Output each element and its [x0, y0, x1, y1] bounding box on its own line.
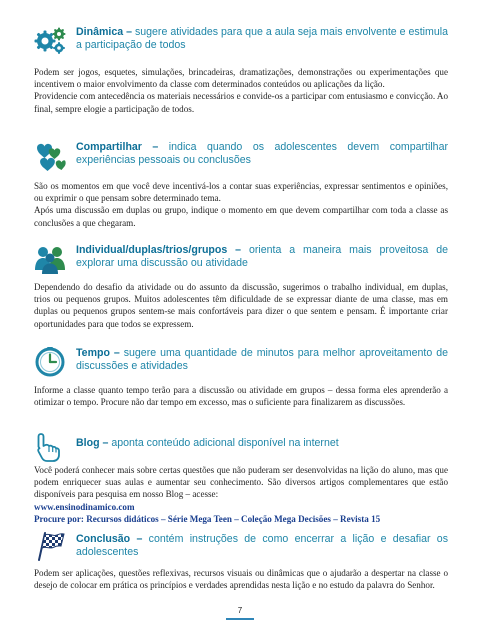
- section-header: [34, 141, 448, 171]
- section-dinamica: [34, 26, 448, 115]
- page-number-underline: [226, 618, 254, 620]
- section-heading: [76, 347, 448, 373]
- paragraph: Informe a classe quanto tempo terão para a discussão ou atividade em grupos – dessa forma eles aprenderão a otimizar o tempo. Procure não dar tempo em excesso, mas o suficiente para finalizarem as discussões.: [34, 385, 448, 408]
- paragraph: Podem ser jogos, esquetes, simulações, brincadeiras, dramatizações, demonstrações ou experimentações que incentivem o maior envolvimento da classe com determinados conteúdos ou aplicações da lição.: [34, 67, 448, 90]
- section-conclusao: [34, 531, 448, 591]
- section-compartilhar: [34, 141, 448, 229]
- section-heading: [76, 244, 448, 270]
- paragraph: Providencie com antecedência os materiais necessários e convide-os a participar com entusiasmo e convicção. Ao final, sempre elogie a participação de todos.: [34, 91, 448, 114]
- paragraph: São os momentos em que você deve incentivá-los a contar suas experiências, expressar sentimentos e opiniões, ou exprimir o que pensam sobre determinado tema.: [34, 181, 448, 204]
- section-tempo: [34, 347, 448, 408]
- section-heading-text: sugere atividades para que a aula seja mais envolvente e estimula a participação de todos: [76, 26, 448, 51]
- hearts-icon: [34, 141, 66, 171]
- section-heading: [76, 141, 448, 167]
- section-heading-text: orienta a maneira mais proveitosa de explorar uma discussão ou atividade: [76, 244, 448, 269]
- section-keyword: Tempo –: [76, 347, 120, 359]
- section-keyword: Compartilhar –: [76, 141, 159, 153]
- section-body: [34, 567, 448, 591]
- blog-url-link[interactable]: www.ensinodinamico.com: [34, 501, 135, 512]
- section-heading: [76, 26, 448, 52]
- section-heading-text: aponta conteúdo adicional disponível na internet: [108, 437, 339, 449]
- people-group-icon: [34, 244, 66, 274]
- section-heading: [76, 432, 339, 450]
- section-body: [34, 180, 448, 229]
- section-body: [34, 281, 448, 330]
- section-header: [34, 244, 448, 274]
- paragraph: Podem ser aplicações, questões reflexivas, recursos visuais ou dinâmicas que o ajudarão a despertar na classe o desejo de colocar em prática os princípios e verdades aprendidas nesta lição e no estudo da palavra do Senhor.: [34, 568, 448, 591]
- page-number: 7: [237, 606, 243, 615]
- clock-icon: [34, 347, 66, 377]
- paragraph: Dependendo do desafio da atividade ou do assunto da discussão, sugerimos o trabalho individual, em duplas, trios ou pequenos grupos. Muitos adolescentes têm dificuldade de se expressar diante de uma classe, mas em duplas ou pequenos grupos sentem-se mais confortáveis para dizer o que sentem e pensam. É importante criar oportunidades para que todos se expressem.: [34, 282, 448, 329]
- section-heading-text: sugere uma quantidade de minutos para melhor aproveitamento de discussões e atividades: [76, 347, 448, 372]
- section-header: [34, 347, 448, 377]
- section-body: [34, 384, 448, 408]
- section-grupos: [34, 244, 448, 330]
- checkered-flag-icon: [34, 531, 66, 561]
- blog-search-path: Procure por: Recursos didáticos – Série Mega Teen – Coleção Mega Decisões – Revista 15: [34, 513, 381, 524]
- pointing-hand-icon: [34, 432, 66, 462]
- section-keyword: Individual/duplas/trios/grupos –: [76, 244, 242, 256]
- section-heading-text: contém instruções de como encerrar a lição e desafiar os adolescentes: [76, 533, 448, 558]
- section-blog: [34, 432, 448, 525]
- section-body: [34, 66, 448, 115]
- section-body: [34, 464, 448, 525]
- section-keyword: Blog –: [76, 437, 109, 449]
- section-heading-text: indica quando os adolescentes devem compartilhar experiências pessoais ou conclusões: [76, 141, 448, 166]
- gears-icon: [34, 26, 66, 56]
- paragraph: Após uma discussão em duplas ou grupo, indique o momento em que devem compartilhar com toda a classe as conclusões a que chegaram.: [34, 205, 448, 228]
- section-header: [34, 26, 448, 56]
- section-keyword: Dinâmica –: [76, 26, 132, 38]
- section-heading: [76, 531, 448, 559]
- paragraph: Você poderá conhecer mais sobre certas questões que não puderam ser desenvolvidas na lição do aluno, mas que podem enriquecer suas aulas e aumentar seu conhecimento. São diversos artigos complementares que estão disponíveis para pesquisa em nosso Blog – acesse:: [34, 465, 448, 500]
- section-keyword: Conclusão –: [76, 533, 143, 545]
- section-header: [34, 531, 448, 561]
- section-header: [34, 432, 448, 462]
